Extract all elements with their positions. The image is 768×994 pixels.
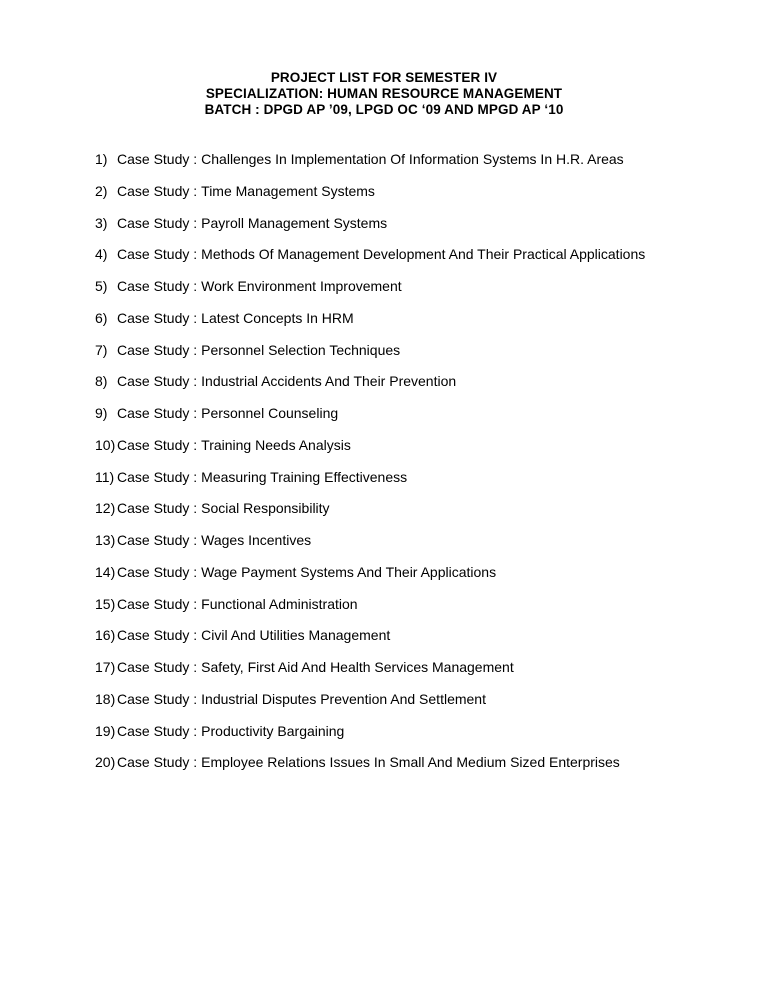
item-number: 10) <box>95 436 116 453</box>
item-title: Safety, First Aid And Health Services Management <box>201 659 514 675</box>
item-title: Personnel Counseling <box>201 405 339 421</box>
item-prefix: Case Study : <box>117 690 198 707</box>
item-prefix: Case Study : <box>117 373 198 390</box>
list-item <box>95 532 645 564</box>
list-item <box>95 215 645 247</box>
item-prefix: Case Study : <box>117 341 198 358</box>
list-item <box>95 310 645 342</box>
item-title: Challenges In Implementation Of Information Systems In H.R. Areas <box>201 151 624 167</box>
item-prefix: Case Study : <box>117 151 198 167</box>
item-prefix: Case Study : <box>117 500 198 517</box>
item-number: 11) <box>95 468 115 485</box>
item-number: 4) <box>95 246 108 263</box>
item-title: Training Needs Analysis <box>201 436 351 453</box>
document-header <box>0 70 768 118</box>
item-prefix: Case Study : <box>117 405 198 421</box>
list-item <box>95 723 645 755</box>
item-prefix: Case Study : <box>117 659 198 675</box>
item-prefix: Case Study : <box>117 627 198 644</box>
item-prefix: Case Study : <box>117 278 198 294</box>
item-title: Industrial Accidents And Their Prevention <box>201 373 457 390</box>
item-title: Wage Payment Systems And Their Applications <box>201 563 497 580</box>
item-title: Measuring Training Effectiveness <box>201 468 408 485</box>
header-batch: BATCH : DPGD AP ’09, LPGD OC ‘09 AND MPGD AP ‘10 <box>204 102 564 117</box>
item-number: 18) <box>95 690 116 707</box>
item-title: Productivity Bargaining <box>201 722 345 739</box>
item-title: Time Management Systems <box>201 182 375 199</box>
item-number: 15) <box>95 595 116 612</box>
list-item <box>95 754 645 786</box>
item-title: Wages Incentives <box>201 532 312 548</box>
item-number: 14) <box>95 563 116 580</box>
list-item <box>95 183 645 215</box>
item-prefix: Case Study : <box>117 722 198 739</box>
item-number: 5) <box>95 278 108 294</box>
item-number: 1) <box>95 151 108 167</box>
item-number: 9) <box>95 405 108 421</box>
list-item <box>95 246 645 278</box>
list-item <box>95 596 645 628</box>
list-item <box>95 469 645 501</box>
item-number: 2) <box>95 182 108 199</box>
item-number: 19) <box>95 722 116 739</box>
item-prefix: Case Study : <box>117 595 198 612</box>
item-number: 20) <box>95 754 116 771</box>
item-title: Civil And Utilities Management <box>201 627 391 644</box>
item-title: Industrial Disputes Prevention And Settlement <box>201 690 486 707</box>
list-item <box>95 564 645 596</box>
header-title: PROJECT LIST FOR SEMESTER IV <box>270 70 498 85</box>
item-prefix: Case Study : <box>117 563 198 580</box>
project-list <box>95 151 645 786</box>
item-title: Employee Relations Issues In Small And Medium Sized Enterprises <box>201 754 620 771</box>
item-title: Functional Administration <box>201 595 358 612</box>
item-number: 12) <box>95 500 116 517</box>
list-item <box>95 627 645 659</box>
header-specialization: SPECIALIZATION: HUMAN RESOURCE MANAGEMENT <box>205 86 563 101</box>
list-item <box>95 278 645 310</box>
item-prefix: Case Study : <box>117 182 198 199</box>
item-prefix: Case Study : <box>117 754 198 771</box>
item-number: 17) <box>95 659 116 675</box>
list-item <box>95 151 645 183</box>
item-title: Social Responsibility <box>201 500 330 517</box>
item-number: 3) <box>95 214 108 231</box>
item-prefix: Case Study : <box>117 309 198 326</box>
item-prefix: Case Study : <box>117 246 198 263</box>
list-item <box>95 342 645 374</box>
item-prefix: Case Study : <box>117 214 198 231</box>
item-title: Payroll Management Systems <box>201 214 388 231</box>
list-item <box>95 500 645 532</box>
item-title: Personnel Selection Techniques <box>201 341 401 358</box>
item-title: Methods Of Management Development And Their Practical Applications <box>201 246 646 263</box>
item-title: Work Environment Improvement <box>201 278 402 294</box>
item-title: Latest Concepts In HRM <box>201 309 354 326</box>
item-prefix: Case Study : <box>117 436 198 453</box>
item-number: 16) <box>95 627 116 644</box>
item-number: 13) <box>95 532 116 548</box>
list-item <box>95 659 645 691</box>
item-prefix: Case Study : <box>117 468 198 485</box>
list-item <box>95 373 645 405</box>
list-item <box>95 691 645 723</box>
item-number: 7) <box>95 341 108 358</box>
item-prefix: Case Study : <box>117 532 198 548</box>
item-number: 8) <box>95 373 108 390</box>
list-item <box>95 437 645 469</box>
list-item <box>95 405 645 437</box>
item-number: 6) <box>95 309 108 326</box>
